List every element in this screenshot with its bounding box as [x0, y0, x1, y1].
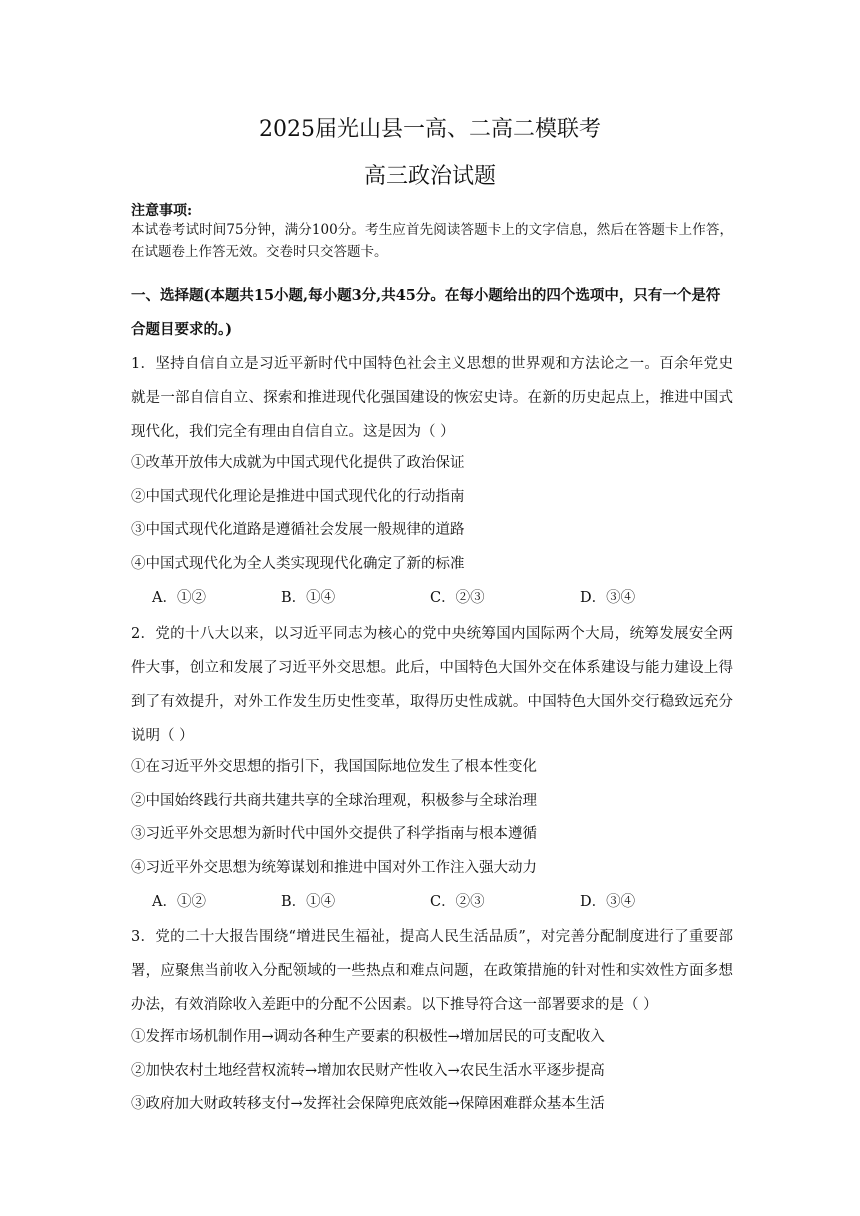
- question-1-item-1: ①改革开放伟大成就为中国式现代化提供了政治保证: [131, 455, 465, 471]
- question-2-stem: 2．党的十八大以来，以习近平同志为核心的党中央统筹国内国际两个大局，统筹发展安全两件大事，创立和发展了习近平外交思想。此后，中国特色大国外交在体系建设与能力建设上得到了有效提升，对外工作发生历史性变革，取得历史性成就。中国特色大国外交行稳致远充分说明（ ）: [131, 626, 733, 744]
- question-1-option-c: C．②③: [430, 590, 485, 606]
- question-1-item-2: ②中国式现代化理论是推进中国式现代化的行动指南: [131, 489, 465, 505]
- question-2-item-2: ②中国始终践行共商共建共享的全球治理观，积极参与全球治理: [131, 793, 537, 809]
- question-1-option-a: A．①②: [152, 590, 206, 606]
- question-2-item-4: ④习近平外交思想为统筹谋划和推进中国对外工作注入强大动力: [131, 860, 537, 876]
- question-3-stem: 3．党的二十大报告围绕“增进民生福祉，提高人民生活品质”，对完善分配制度进行了重要部署，应聚焦当前收入分配领域的一些热点和难点问题，在政策措施的针对性和实效性方面多想办法，有效消除收入差距中的分配不公因素。以下推导符合这一部署要求的是（ ）: [131, 929, 733, 1013]
- question-3-item-3: ③政府加大财政转移支付→发挥社会保障兜底效能→保障困难群众基本生活: [131, 1096, 605, 1112]
- question-2-option-c: C．②③: [430, 894, 485, 910]
- question-2-option-a: A．①②: [152, 894, 206, 910]
- notice-text: 本试卷考试时间75分钟，满分100分。考生应首先阅读答题卡上的文字信息，然后在答题卡上作答，在试题卷上作答无效。交卷时只交答题卡。: [131, 222, 733, 260]
- exam-title: 2025届光山县一高、二高二模联考: [259, 117, 601, 142]
- question-1-option-d: D．③④: [580, 590, 636, 606]
- exam-subtitle: 高三政治试题: [363, 164, 496, 189]
- notice-heading: 注意事项:: [131, 203, 193, 219]
- question-1-item-4: ④中国式现代化为全人类实现现代化确定了新的标准: [131, 556, 465, 572]
- section-heading: 一、选择题(本题共15小题,每小题3分,共45分。在每小题给出的四个选项中，只有一个是符合题目要求的。): [131, 287, 721, 338]
- question-2-option-d: D．③④: [580, 894, 636, 910]
- question-1-stem: 1．坚持自信自立是习近平新时代中国特色社会主义思想的世界观和方法论之一。百余年党史就是一部自信自立、探索和推进现代化强国建设的恢宏史诗。在新的历史起点上，推进中国式现代化，我们完全有理由自信自立。这是因为（ ）: [131, 356, 733, 440]
- question-3-item-1: ①发挥市场机制作用→调动各种生产要素的积极性→增加居民的可支配收入: [131, 1029, 605, 1045]
- question-2-item-3: ③习近平外交思想为新时代中国外交提供了科学指南与根本遵循: [131, 826, 537, 842]
- question-1-option-b: B．①④: [281, 590, 336, 606]
- question-1-item-3: ③中国式现代化道路是遵循社会发展一般规律的道路: [131, 522, 465, 538]
- question-2-item-1: ①在习近平外交思想的指引下，我国国际地位发生了根本性变化: [131, 759, 537, 775]
- question-2-option-b: B．①④: [281, 894, 336, 910]
- question-3-item-2: ②加快农村土地经营权流转→增加农民财产性收入→农民生活水平逐步提高: [131, 1063, 605, 1079]
